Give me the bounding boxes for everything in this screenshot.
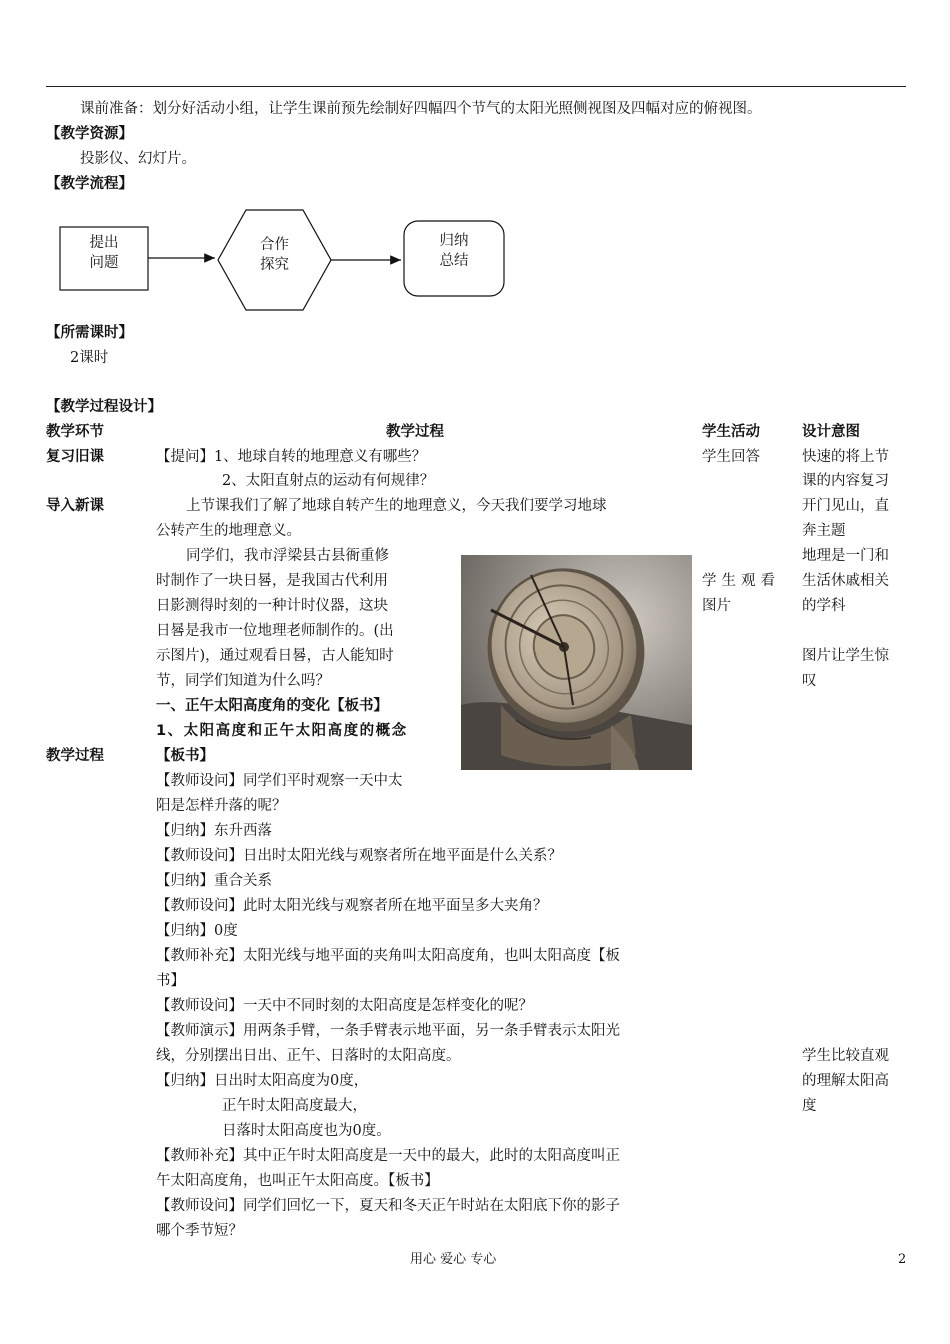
process-line-5: 【教师设问】日出时太阳光线与观察者所在地平面是什么关系？ [156,848,562,864]
intent4-line-2: 的理解太阳高 [802,1073,889,1089]
resources-heading: 【教学资源】 [46,126,133,142]
flow-node-1-line2: 问题 [89,255,119,271]
intro-intent2-1: 地理是一门和 [802,548,889,564]
flow-node-1-line1: 提出 [89,235,119,251]
process-line-9: 【教师补充】太阳光线与地平面的夹角叫太阳高度角，也叫太阳高度【板 [156,948,620,964]
process-line-14: 【归纳】日出时太阳高度为0度， [156,1073,369,1089]
intro-p1-line1: 上节课我们了解了地球自转产生的地理意义，今天我们要学习地球 [186,498,607,514]
review-intent-2: 课的内容复习 [802,473,889,489]
review-intent-1: 快速的将上节 [802,449,889,465]
col-header-process: 教学过程 [386,424,444,440]
design-heading: 【教学过程设计】 [46,399,162,415]
prep-text: 课前准备：划分好活动小组，让学生课前预先绘制好四幅四个节气的太阳光照侧视图及四幅对应的俯视图。 [80,101,762,117]
intro-p2-line5: 示图片)，通过观看日晷，古人能知时 [156,648,394,664]
flow-node-2 [218,225,331,285]
intro-intent3-2: 叹 [802,673,817,689]
review-q1: 【提问】1、地球自转的地理意义有哪些？ [156,449,427,465]
process-line-7: 【教师设问】此时太阳光线与观察者所在地平面呈多大夹角？ [156,898,548,914]
process-line-20: 哪个季节短？ [156,1223,243,1239]
process-line-16: 日落时太阳高度也为0度。 [222,1123,391,1139]
section-1-heading: 一、正午太阳高度角的变化【板书】 [156,698,388,714]
process-line-8: 【归纳】0度 [156,923,238,939]
process-line-4: 【归纳】东升西落 [156,823,272,839]
col-header-intent: 设计意图 [802,424,860,440]
intro-p2-line1: 同学们，我市浮梁县古县衙重修 [186,548,389,564]
process-line-6: 【归纳】重合关系 [156,873,272,889]
col-header-activity: 学生活动 [702,424,760,440]
process-line-11: 【教师设问】一天中不同时刻的太阳高度是怎样变化的呢？ [156,998,533,1014]
intro-p2-line3: 日影测得时刻的一种计时仪器，这块 [156,598,388,614]
resources-text: 投影仪、幻灯片。 [80,151,196,167]
flow-node-2-line1: 合作 [260,237,289,253]
flow-node-3-line2: 总结 [439,253,469,269]
flow-node-2-line2: 探究 [260,257,289,273]
intro-p2-line6: 节，同学们知道为什么吗？ [156,673,330,689]
page-number: 2 [898,1252,907,1267]
hours-heading: 【所需课时】 [46,325,133,341]
hours-text: 2课时 [70,350,109,366]
flow-node-1 [60,227,148,279]
stage-intro: 导入新课 [46,498,104,514]
intro-intent2-2: 生活休戚相关 [802,573,889,589]
process-line-1: 【板书】 [156,748,214,764]
process-line-15: 正午时太阳高度最大， [222,1098,367,1114]
intent4-line-1: 学生比较直观 [802,1048,889,1064]
process-line-10: 书】 [156,973,185,989]
intro-intent1-1: 开门见山，直 [802,498,889,514]
stage-review: 复习旧课 [46,449,104,465]
process-line-12: 【教师演示】用两条手臂，一条手臂表示地平面，另一条手臂表示太阳光 [156,1023,620,1039]
stage-process: 教学过程 [46,748,104,764]
intro-p2-line4: 日晷是我市一位地理老师制作的。(出 [156,623,394,639]
flow-node-3 [404,221,504,281]
flow-node-3-line1: 归纳 [439,233,469,249]
footer-slogan: 用心 爱心 专心 [410,1252,497,1267]
intro-activity-1: 学生观看 [702,573,780,589]
flow-heading: 【教学流程】 [46,176,133,192]
intro-intent2-3: 的学科 [802,598,846,614]
process-line-19: 【教师设问】同学们回忆一下，夏天和冬天正午时站在太阳底下你的影子 [156,1198,620,1214]
intro-p2-line2: 时制作了一块日晷，是我国古代利用 [156,573,388,589]
sundial-photo [461,555,692,770]
intro-intent3-1: 图片让学生惊 [802,648,889,664]
process-line-13: 线，分别摆出日出、正午、日落时的太阳高度。 [156,1048,461,1064]
col-header-stage: 教学环节 [46,424,104,440]
review-activity: 学生回答 [702,449,760,465]
review-q2: 2、太阳直射点的运动有何规律？ [222,473,435,489]
intent4-line-3: 度 [802,1098,817,1114]
process-line-18: 午太阳高度角，也叫正午太阳高度。【板书】 [156,1173,439,1189]
intro-activity-2: 图片 [702,598,731,614]
process-line-17: 【教师补充】其中正午时太阳高度是一天中的最大，此时的太阳高度叫正 [156,1148,620,1164]
process-line-2: 【教师设问】同学们平时观察一天中太 [156,773,403,789]
section-1-1-heading: 1、太阳高度和正午太阳高度的概念 [156,723,408,739]
process-line-3: 阳是怎样升落的呢？ [156,798,287,814]
intro-intent1-2: 奔主题 [802,523,846,539]
intro-p1-line2: 公转产生的地理意义。 [156,523,301,539]
